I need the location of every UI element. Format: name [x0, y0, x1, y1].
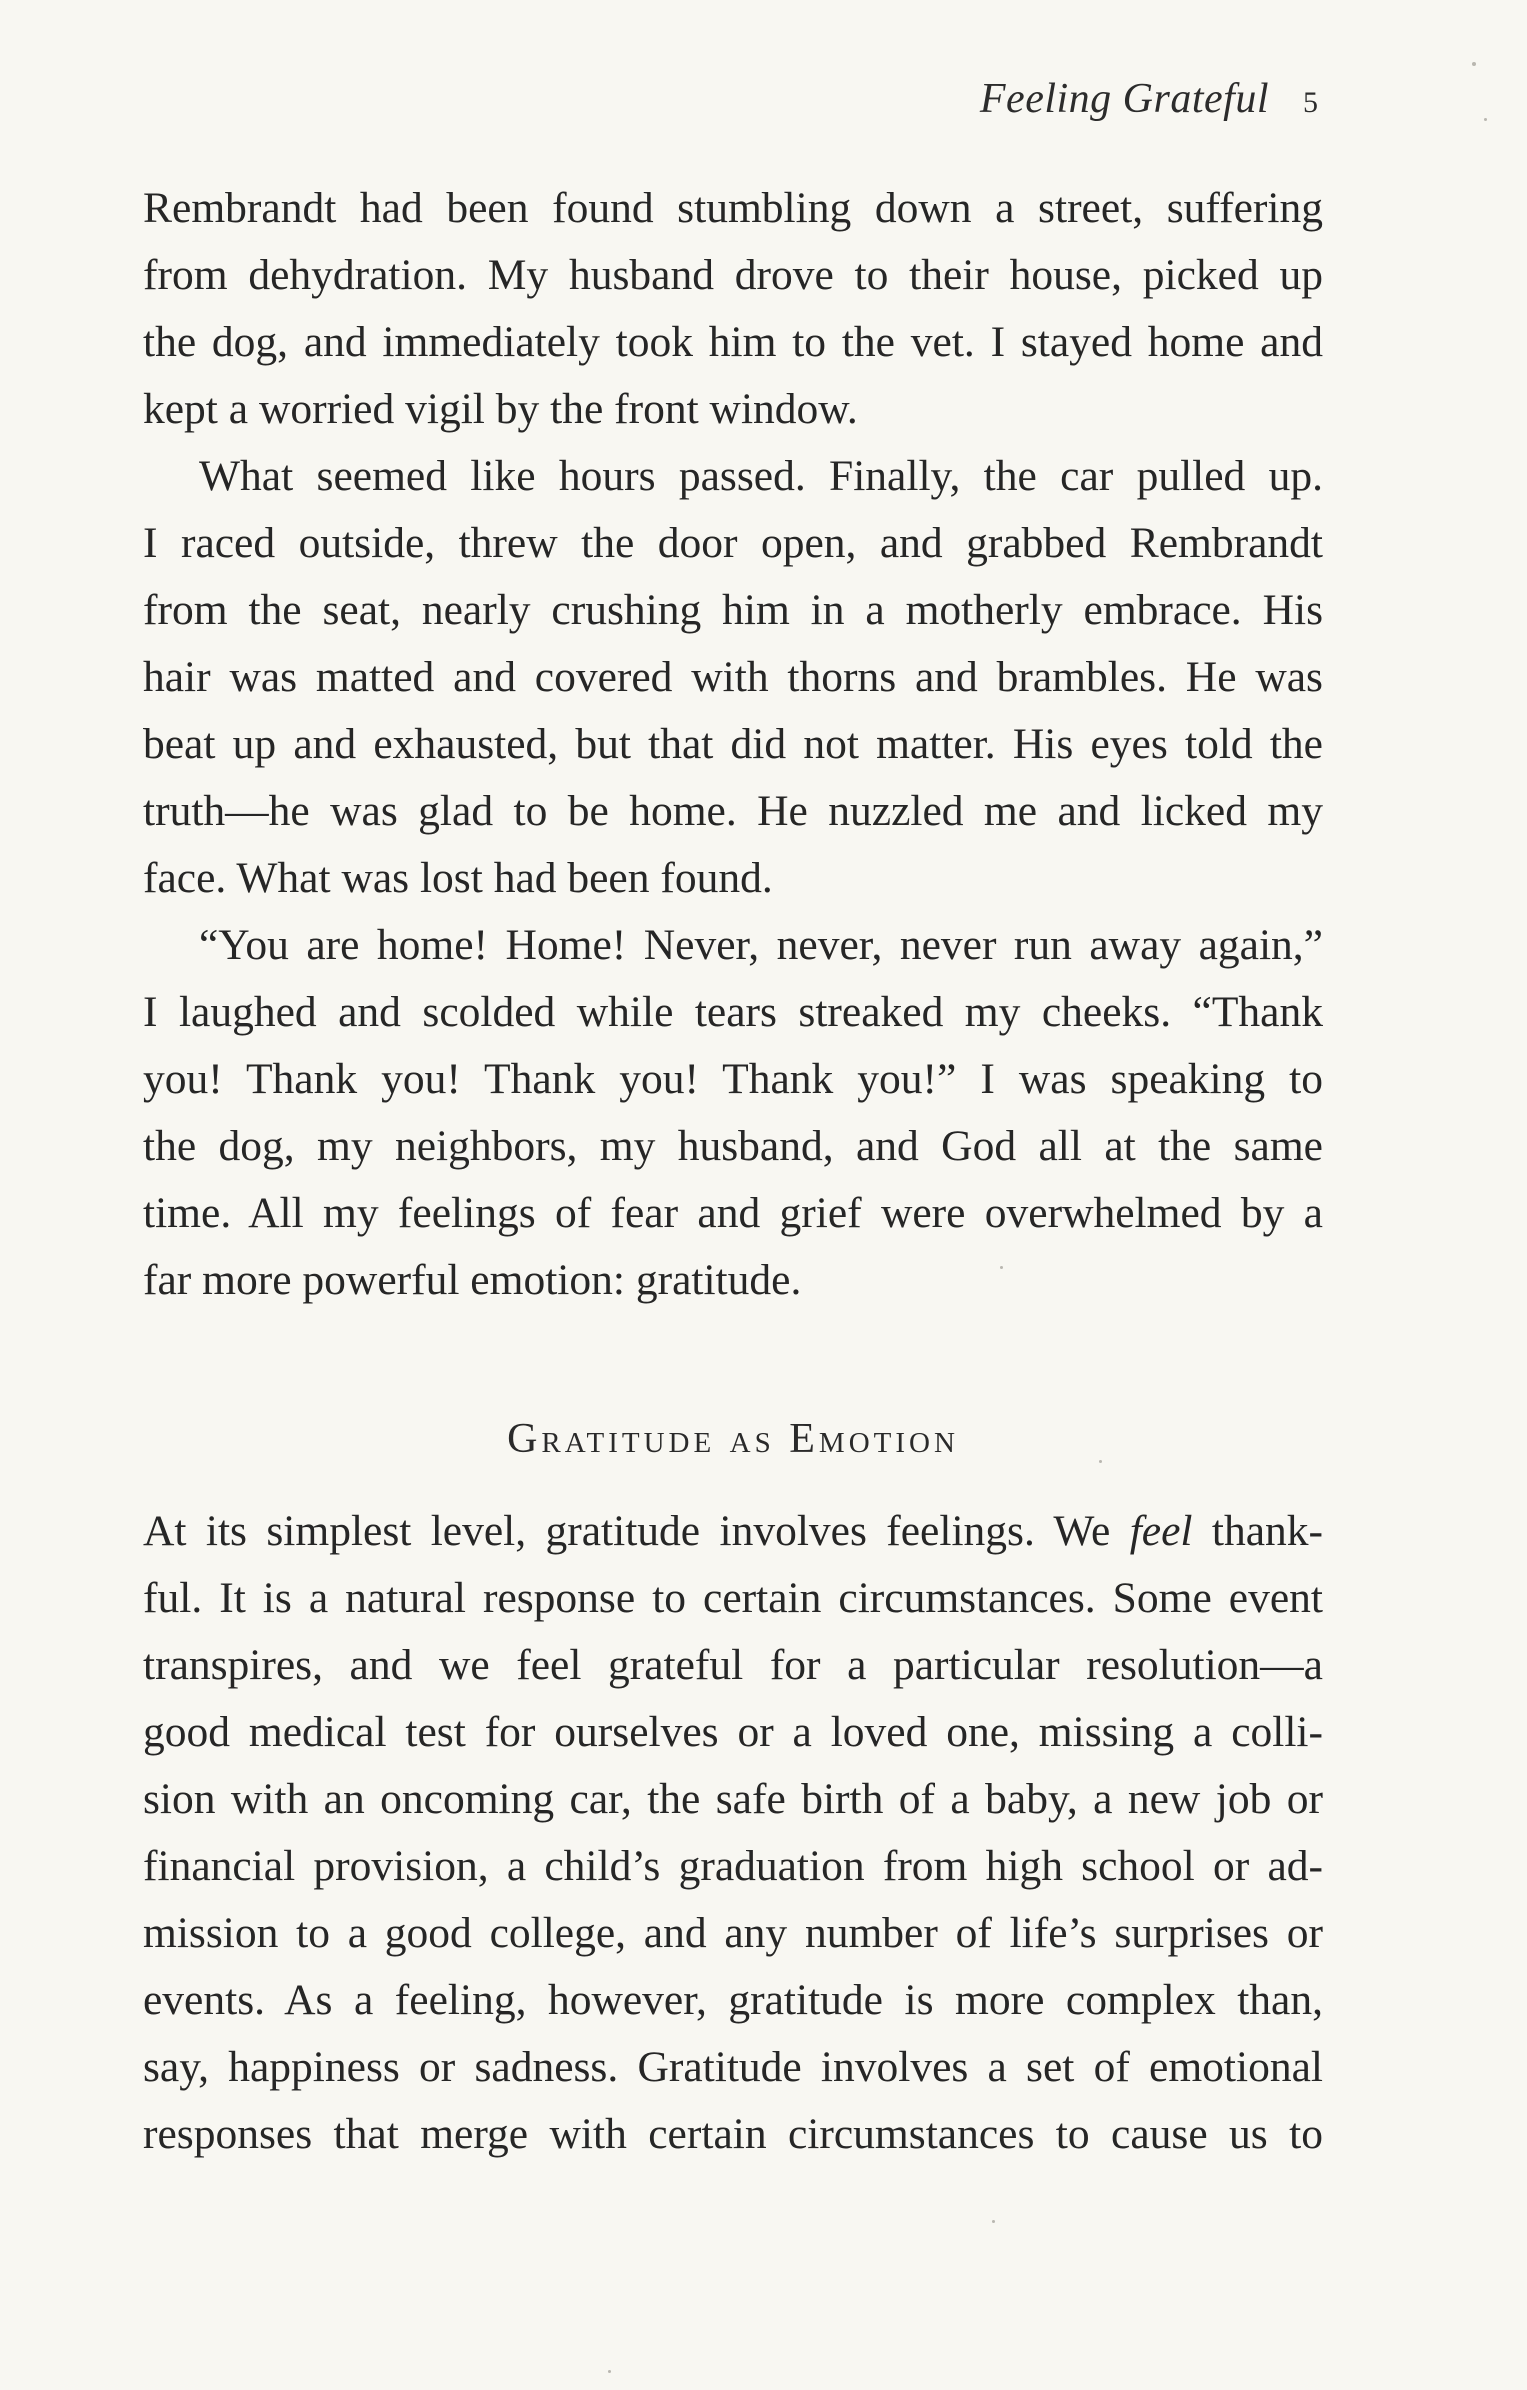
text-line: Rembrandt had been found stumbling down a street, suffering: [143, 184, 1323, 232]
text-line: from dehydration. My husband drove to their house, picked up: [143, 251, 1323, 299]
running-head-title: Feeling Grateful: [979, 76, 1269, 122]
body-text-top: [143, 175, 1323, 1314]
text-line: the dog, and immediately took him to the vet. I stayed home and: [143, 318, 1323, 366]
text-line: the dog, my neighbors, my husband, and God all at the same: [143, 1122, 1323, 1170]
text-line: from the seat, nearly crushing him in a motherly embrace. His: [143, 586, 1323, 634]
text-line: sion with an oncoming car, the safe birth of a baby, a new job or: [143, 1775, 1323, 1823]
text-line: face. What was lost had been found.: [143, 854, 773, 902]
text-line: responses that merge with certain circumstances to cause us to: [143, 2110, 1323, 2158]
running-head: [980, 78, 1319, 120]
text-line: good medical test for ourselves or a loved one, missing a colli-: [143, 1708, 1323, 1756]
text-line: events. As a feeling, however, gratitude is more complex than,: [143, 1976, 1323, 2024]
text-line: [143, 1498, 1323, 1565]
text-line: ful. It is a natural response to certain circumstances. Some event: [143, 1574, 1323, 1622]
text-line: transpires, and we feel grateful for a particular resolution—a: [143, 1641, 1323, 1689]
text-line: hair was matted and covered with thorns and brambles. He was: [143, 653, 1323, 701]
paper-speck: [992, 2220, 995, 2223]
emphasis-text: feel: [1129, 1507, 1193, 1555]
page-number: 5: [1303, 86, 1319, 119]
body-text-bottom: [143, 1498, 1323, 2168]
paper-speck: [1000, 1266, 1003, 1269]
text-line: “You are home! Home! Never, never, never run away again,”: [199, 921, 1323, 969]
text-line: time. All my feelings of fear and grief were overwhelmed by a: [143, 1189, 1323, 1237]
text-line: I laughed and scolded while tears streaked my cheeks. “Thank: [143, 988, 1323, 1036]
text-line: truth—he was glad to be home. He nuzzled me and licked my: [143, 787, 1323, 835]
text-line: mission to a good college, and any number of life’s surprises or: [143, 1909, 1323, 1957]
section-heading: Gratitude as Emotion: [507, 1416, 959, 1462]
paper-speck: [608, 2370, 611, 2373]
text-segment: thank-: [1211, 1507, 1323, 1555]
text-line: I raced outside, threw the door open, and grabbed Rembrandt: [143, 519, 1323, 567]
text-line: you! Thank you! Thank you! Thank you!” I was speaking to: [143, 1055, 1323, 1103]
text-line: beat up and exhausted, but that did not matter. His eyes told the: [143, 720, 1323, 768]
text-line: kept a worried vigil by the front window.: [143, 385, 858, 433]
text-line: financial provision, a child’s graduation from high school or ad-: [143, 1842, 1323, 1890]
paper-speck: [1484, 118, 1487, 121]
text-line: say, happiness or sadness. Gratitude involves a set of emotional: [143, 2043, 1323, 2091]
text-line: What seemed like hours passed. Finally, the car pulled up.: [199, 452, 1323, 500]
paper-speck: [1099, 1460, 1102, 1463]
paper-speck: [1472, 62, 1476, 66]
text-segment: At its simplest level, gratitude involves feelings. We: [143, 1507, 1111, 1555]
text-line: far more powerful emotion: gratitude.: [143, 1256, 802, 1304]
